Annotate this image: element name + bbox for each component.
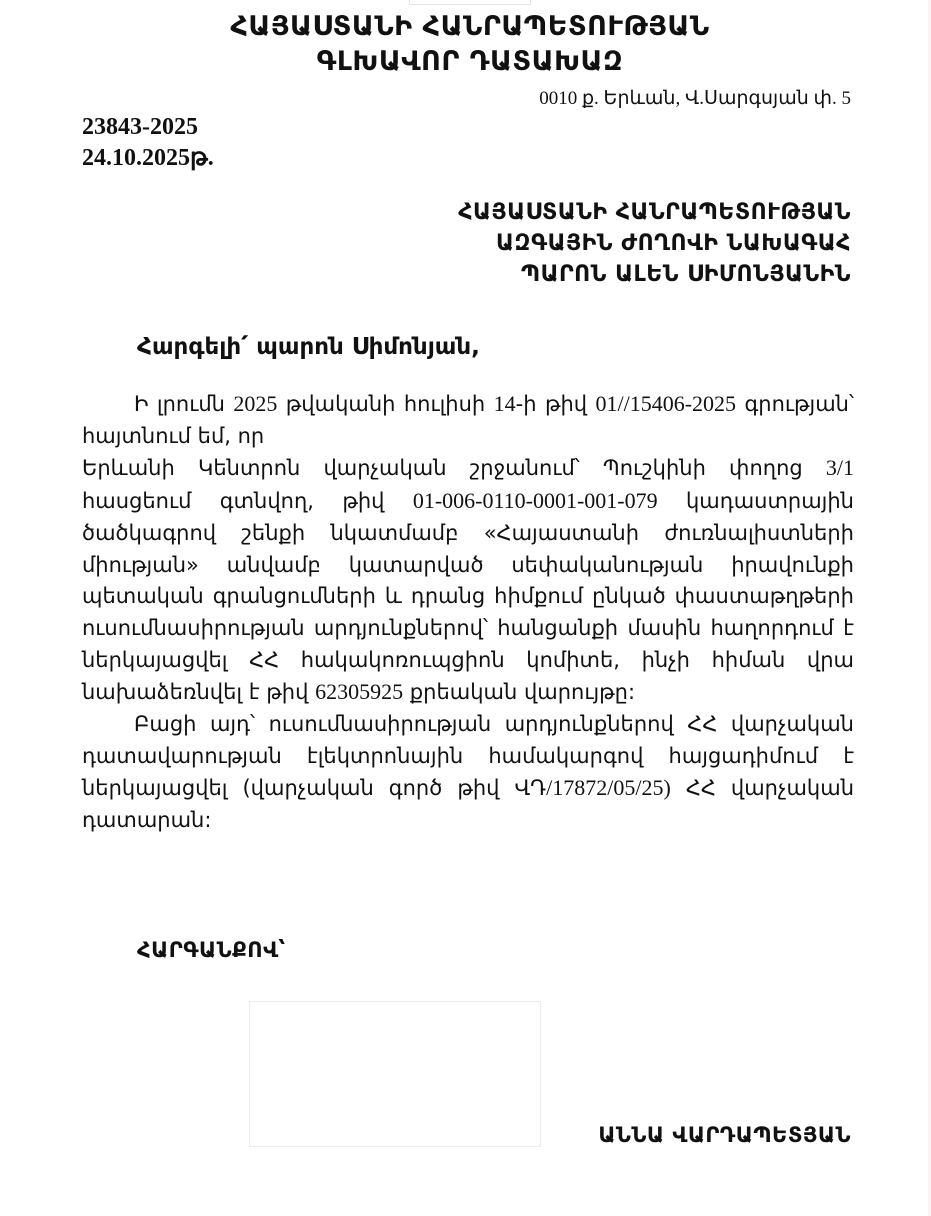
text-run: հասցեում գտնվող, թիվ — [82, 489, 413, 514]
letterhead-org-line2: ԳԼԽԱՎՈՐ ԴԱՏԱԽԱԶ — [316, 46, 624, 77]
reference-block — [82, 112, 214, 174]
text-run: Երևանի Կենտրոն վարչական շրջանում՝ Պուշկինի փողոց — [82, 456, 826, 481]
letterhead-address: 0010 ք. Երևան, Վ.Սարգսյան փ. 5 — [539, 88, 851, 109]
cadastral-code: 01-006-0110-0001-001-079 — [412, 488, 658, 514]
letter-number: 01//15406-2025 — [595, 391, 737, 416]
year-value: 2025 — [233, 391, 278, 416]
text-run: Ի լրումն — [134, 392, 234, 416]
body-paragraph-2 — [82, 709, 854, 837]
administrative-case-number: /17872/05/25) — [546, 775, 671, 801]
addressee-line1: ՀԱՅԱՍՏԱՆԻ ՀԱՆՐԱՊԵՏՈՒԹՅԱՆ — [458, 200, 851, 225]
text-run: Բացի այդ՝ ուսումնասիրության արդյունքներով ՀՀ վարչական դատավարության էլեկտրոնային համակարգով հայցադիմում է ներկայացվել (վարչական գործ թիվ ՎԴ — [82, 712, 854, 801]
text-run: կադաստրային ծածկագրով շենքի նկատմամբ «Հայաստանի ժուռնալիստների միության» անվամբ կատարված սեփականության իրավունքի պետական գրանցումների և դրանց հիմքում ընկած փաստաթղթերի ուսումնասիրության արդյունքներով՝ հանցանքի մասին հաղորդում է ներկայացվել ՀՀ հակակոռուպցիոն կոմիտե, ինչի հիման վրա նախաձեռնվել է թիվ — [82, 489, 854, 705]
letter-body — [82, 388, 854, 837]
text-run: -ի թիվ — [515, 392, 596, 416]
addressee-block — [458, 197, 851, 290]
text-run: թվականի հուլիսի — [277, 392, 494, 416]
text-run: ՀՀ վարչական դատարան: — [82, 776, 854, 833]
reference-date: 24.10.2025թ. — [82, 145, 214, 171]
letterhead-org-line1: ՀԱՅԱՍՏԱՆԻ ՀԱՆՐԱՊԵՏՈՒԹՅԱՆ — [230, 11, 710, 42]
salutation: Հարգելի՛ պարոն Սիմոնյան, — [137, 334, 480, 360]
addressee-line3: ՊԱՐՈՆ ԱԼԵՆ ՍԻՄՈՆՅԱՆԻՆ — [520, 262, 851, 287]
body-paragraph-1 — [82, 388, 854, 709]
closing-phrase: ՀԱՐԳԱՆՔՈՎ՝ — [137, 938, 286, 962]
reference-number: 23843-2025 — [82, 114, 198, 140]
header-stamp-placeholder — [409, 0, 531, 5]
text-run: գրության՝ հայտնում եմ, որ — [82, 392, 854, 448]
house-number: 3/1 — [825, 455, 854, 481]
day-value: 14 — [493, 391, 516, 416]
text-run: քրեական վարույթը: — [403, 680, 636, 705]
signer-name: ԱՆՆԱ ՎԱՐԴԱՊԵՏՅԱՆ — [598, 1123, 851, 1147]
signature-placeholder — [249, 1001, 541, 1147]
addressee-line2: ԱԶԳԱՅԻՆ ԺՈՂՈՎԻ ՆԱԽԱԳԱՀ — [496, 231, 851, 256]
criminal-case-number: 62305925 — [315, 679, 404, 705]
